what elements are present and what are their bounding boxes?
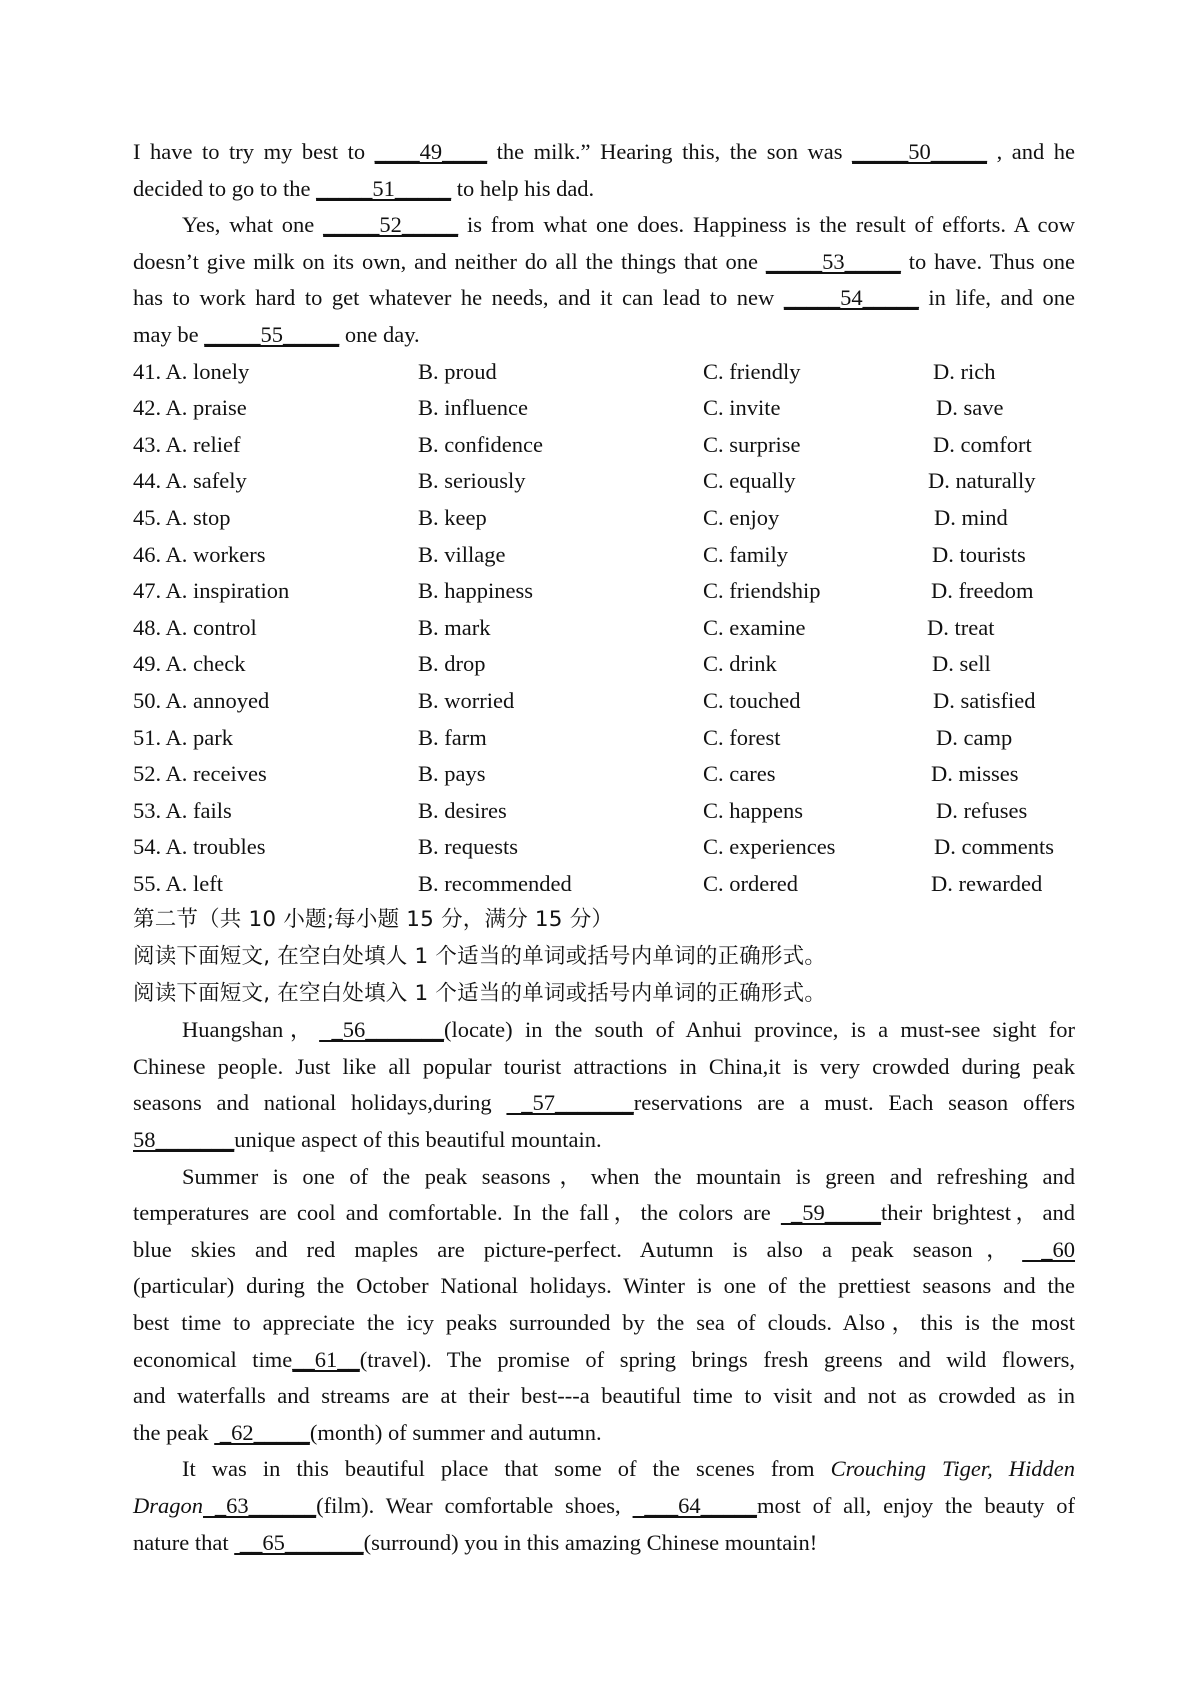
option-a[interactable]: 43. A. relief <box>133 431 241 457</box>
blank-53: _____53_____ <box>765 248 901 274</box>
option-row <box>133 646 1075 683</box>
blank-65: __65_______ <box>234 1529 364 1555</box>
passage-line <box>133 317 1075 354</box>
exam-page <box>133 134 1075 1561</box>
option-row <box>133 500 1075 537</box>
option-a[interactable]: 55. A. left <box>133 870 223 896</box>
option-a[interactable]: 44. A. safely <box>133 468 247 494</box>
text: (film). Wear comfortable shoes, <box>316 1492 633 1518</box>
passage-line: (particular) during the October National holidays. Winter is one of the prettiest seasons and the <box>133 1273 1075 1299</box>
option-row <box>133 793 1075 830</box>
blank-59: _59_____ <box>780 1200 881 1226</box>
text: one day. <box>339 321 420 347</box>
section-instruction: 阅读下面短文, 在空白处填入 1 个适当的单词或括号内单词的正确形式。 <box>133 980 827 1006</box>
option-a[interactable]: 49. A. check <box>133 651 246 677</box>
passage-line <box>133 207 1075 244</box>
text: in life, and one <box>918 285 1075 311</box>
option-row <box>133 354 1075 391</box>
text: Huangshan， <box>182 1017 320 1043</box>
text: to help his dad. <box>451 175 595 201</box>
passage-line: best time to appreciate the icy peaks surrounded by the sea of clouds. Also，this is the most <box>133 1310 1075 1335</box>
option-d[interactable]: D. treat <box>927 614 995 640</box>
option-d[interactable]: D. camp <box>936 724 1013 750</box>
option-b[interactable]: B. worried <box>418 687 515 713</box>
blank-63: _63______ <box>203 1492 317 1518</box>
option-c[interactable]: C. invite <box>703 395 781 421</box>
option-c[interactable]: C. ordered <box>703 870 798 896</box>
text: nature that <box>133 1529 235 1555</box>
text: economical time <box>133 1346 293 1372</box>
option-a[interactable]: 47. A. inspiration <box>133 578 290 604</box>
text: Yes, what one <box>182 212 324 238</box>
option-row <box>133 866 1075 903</box>
option-d[interactable]: D. misses <box>931 761 1019 787</box>
option-d[interactable]: D. sell <box>932 651 991 677</box>
option-d[interactable]: D. rich <box>933 358 996 384</box>
option-row <box>133 537 1075 574</box>
text: their brightest，and <box>880 1200 1076 1226</box>
text: (locate) in the south of Anhui province, is a must-see sight for <box>443 1017 1075 1043</box>
passage-line <box>133 1232 1075 1269</box>
passage-line <box>133 1342 1075 1379</box>
blank-51: _____51_____ <box>316 175 452 201</box>
blank-62: _62_____ <box>214 1419 310 1445</box>
option-a[interactable]: 52. A. receives <box>133 761 267 787</box>
blank-54: _____54_____ <box>783 285 919 311</box>
blank-61: __61__ <box>292 1346 360 1372</box>
passage-line <box>133 171 1075 208</box>
option-d[interactable]: D. save <box>936 395 1004 421</box>
passage-line <box>133 1488 1075 1525</box>
film-title: Crouching Tiger, Hidden <box>830 1456 1075 1482</box>
blank-64: ___64_____ <box>632 1492 757 1518</box>
blank-57: _57_______ <box>506 1090 634 1116</box>
text: (month) of summer and autumn. <box>309 1419 602 1445</box>
passage-line <box>133 1012 1075 1049</box>
option-a[interactable]: 53. A. fails <box>133 797 232 823</box>
option-a[interactable]: 54. A. troubles <box>133 834 266 860</box>
text: is from what one does. Happiness is the result of efforts. A cow <box>458 212 1075 238</box>
option-d[interactable]: D. rewarded <box>931 870 1043 896</box>
option-b[interactable]: B. happiness <box>418 578 533 604</box>
text: to have. Thus one <box>900 248 1075 274</box>
text: unique aspect of this beautiful mountain. <box>234 1127 602 1153</box>
text: reservations are a must. Each season offers <box>633 1090 1076 1116</box>
option-a[interactable]: 50. A. annoyed <box>133 687 270 713</box>
option-c[interactable]: C. experiences <box>703 834 836 860</box>
option-row <box>133 610 1075 647</box>
options-list <box>133 354 1075 903</box>
option-b[interactable]: B. recommended <box>418 870 572 896</box>
option-row <box>133 390 1075 427</box>
text: I have to try my best to <box>133 139 375 164</box>
option-b[interactable]: B. proud <box>418 358 497 384</box>
option-b[interactable]: B. farm <box>418 724 487 750</box>
passage-line <box>133 1415 1075 1452</box>
text: the peak <box>133 1419 215 1445</box>
option-row <box>133 683 1075 720</box>
blank-56: _56_______ <box>319 1017 444 1043</box>
passage-line <box>133 1525 1075 1562</box>
option-c[interactable]: C. touched <box>703 687 801 713</box>
option-b[interactable]: B. mark <box>418 614 491 640</box>
text: doesn’t give milk on its own, and neither do all the things that one <box>133 248 766 274</box>
option-c[interactable]: C. examine <box>703 614 806 640</box>
option-d[interactable]: D. naturally <box>928 468 1036 494</box>
passage-line <box>133 1122 1075 1159</box>
text: decided to go to the <box>133 175 317 201</box>
option-d[interactable]: D. tourists <box>932 541 1026 567</box>
option-b[interactable]: B. pays <box>418 761 486 787</box>
text: blue skies and red maples are picture-perfect. Autumn is also a peak season， <box>133 1236 1023 1262</box>
text: most of all, enjoy the beauty of <box>756 1492 1075 1518</box>
option-c[interactable]: C. drink <box>703 651 777 677</box>
option-b[interactable]: B. requests <box>418 834 518 860</box>
option-d[interactable]: D. refuses <box>936 797 1028 823</box>
option-b[interactable]: B. seriously <box>418 468 526 494</box>
option-d[interactable]: D. mind <box>934 504 1008 530</box>
option-row <box>133 829 1075 866</box>
option-d[interactable]: D. comments <box>934 834 1054 860</box>
passage-line <box>133 280 1075 317</box>
option-a[interactable]: 45. A. stop <box>133 504 231 530</box>
option-d[interactable]: D. comfort <box>933 431 1032 457</box>
option-row <box>133 427 1075 464</box>
option-b[interactable]: B. confidence <box>418 431 543 457</box>
option-row <box>133 463 1075 500</box>
option-c[interactable]: C. enjoy <box>703 504 780 530</box>
blank-55: _____55_____ <box>204 321 340 347</box>
text: (surround) you in this amazing Chinese mountain! <box>363 1529 818 1555</box>
text: has to work hard to get whatever he needs, and it can lead to new <box>133 285 784 311</box>
option-c[interactable]: C. cares <box>703 761 776 787</box>
passage-line <box>133 1451 1075 1488</box>
option-row <box>133 720 1075 757</box>
option-c[interactable]: C. friendship <box>703 578 821 604</box>
blank-52: _____52_____ <box>323 212 459 238</box>
option-a[interactable]: 41. A. lonely <box>133 358 250 384</box>
text: It was in this beautiful place that some of the scenes from <box>182 1456 831 1482</box>
option-c[interactable]: C. happens <box>703 797 803 823</box>
film-title: Dragon <box>133 1492 204 1518</box>
option-b[interactable]: B. influence <box>418 395 528 421</box>
passage-line <box>133 134 1075 171</box>
passage-line <box>133 1195 1075 1232</box>
text: seasons and national holidays,during <box>133 1090 507 1116</box>
text: , and he <box>987 139 1075 164</box>
option-c[interactable]: C. forest <box>703 724 781 750</box>
section-instruction: 阅读下面短文, 在空白处填人 1 个适当的单词或括号内单词的正确形式。 <box>133 944 827 970</box>
text: (travel). The promise of spring brings fresh greens and wild flowers, <box>359 1346 1075 1372</box>
blank-58: 58_______ <box>133 1127 235 1153</box>
passage-line <box>133 1085 1075 1122</box>
passage-line: Summer is one of the peak seasons，when the mountain is green and refreshing and <box>182 1163 1075 1189</box>
option-c[interactable]: C. friendly <box>703 358 801 384</box>
option-c[interactable]: C. family <box>703 541 788 567</box>
option-c[interactable]: C. surprise <box>703 431 801 457</box>
option-d[interactable]: D. freedom <box>931 578 1034 604</box>
passage-line: and waterfalls and streams are at their best---a beautiful time to visit and not as crowded as in <box>133 1383 1075 1409</box>
blank-49: ____49____ <box>374 139 488 164</box>
option-c[interactable]: C. equally <box>703 468 796 494</box>
passage-line <box>133 244 1075 281</box>
option-a[interactable]: 48. A. control <box>133 614 257 640</box>
option-a[interactable]: 46. A. workers <box>133 541 266 567</box>
option-a[interactable]: 42. A. praise <box>133 395 247 421</box>
text: may be <box>133 321 205 347</box>
passage-line: Chinese people. Just like all popular tourist attractions in China,it is very crowded during peak <box>133 1053 1075 1079</box>
section-heading: 第二节（共 10 小题;每小题 15 分，满分 15 分） <box>133 907 614 933</box>
option-d[interactable]: D. satisfied <box>933 687 1036 713</box>
option-b[interactable]: B. village <box>418 541 506 567</box>
option-b[interactable]: B. keep <box>418 504 487 530</box>
option-b[interactable]: B. desires <box>418 797 507 823</box>
blank-60: _60 <box>1022 1236 1076 1262</box>
option-a[interactable]: 51. A. park <box>133 724 233 750</box>
text: the milk.” Hearing this, the son was <box>487 139 853 164</box>
option-row <box>133 756 1075 793</box>
option-b[interactable]: B. drop <box>418 651 486 677</box>
text: temperatures are cool and comfortable. In the fall，the colors are <box>133 1200 781 1226</box>
option-row <box>133 573 1075 610</box>
blank-50: _____50_____ <box>852 139 988 164</box>
